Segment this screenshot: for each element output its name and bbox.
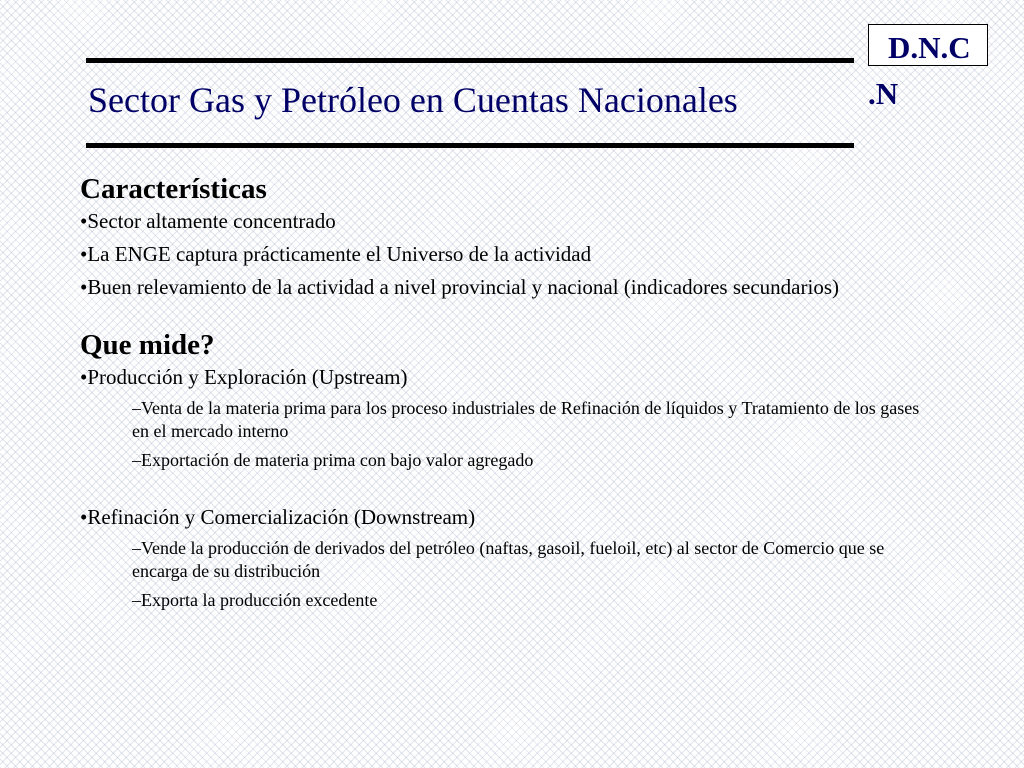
slide-content xyxy=(80,170,940,618)
title-rule-bottom xyxy=(86,143,854,148)
heading-que-mide: Que mide? xyxy=(80,329,215,361)
spacer xyxy=(80,478,940,504)
bullet-item: •Buen relevamiento de la actividad a nivel provincial y nacional (indicadores secundarios) xyxy=(80,275,839,299)
slide-title: Sector Gas y Petróleo en Cuentas Nacionales xyxy=(88,80,738,120)
bullet-item-downstream: •Refinación y Comercialización (Downstream) xyxy=(80,505,476,529)
sub-bullet-item: –Exportación de materia prima con bajo valor agregado xyxy=(132,450,534,470)
bullet-item-upstream: •Producción y Exploración (Upstream) xyxy=(80,365,408,389)
sub-bullet-item: –Venta de la materia prima para los proceso industriales de Refinación de líquidos y Tratamiento de los gases en el mercado interno xyxy=(132,398,920,441)
logo-text-line1: D.N.C xyxy=(888,30,971,65)
heading-caracteristicas: Características xyxy=(80,173,267,205)
bullet-item: •Sector altamente concentrado xyxy=(80,209,336,233)
logo-text-line2: .N xyxy=(868,76,899,111)
title-rule-top xyxy=(86,58,854,63)
sub-bullet-item: –Vende la producción de derivados del petróleo (naftas, gasoil, fueloil, etc) al sector de Comercio que se encarga de su distribución xyxy=(132,538,885,581)
sub-bullet-item: –Exporta la producción excedente xyxy=(132,590,378,610)
bullet-item: •La ENGE captura prácticamente el Universo de la actividad xyxy=(80,242,592,266)
